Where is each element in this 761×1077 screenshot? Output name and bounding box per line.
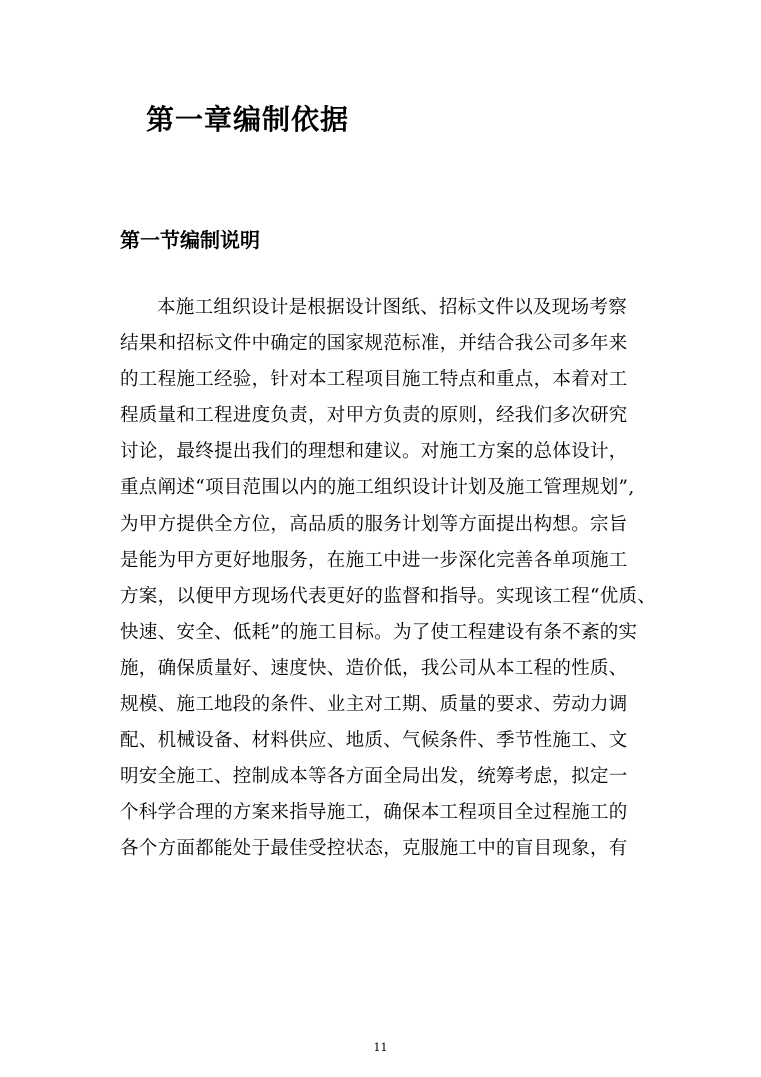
paragraph-line: 快速、安全、低耗”的施工目标。为了使工程建设有条不紊的实 [120,621,638,643]
paragraph-line: 个科学合理的方案来指导施工，确保本工程项目全过程施工的 [120,802,628,824]
paragraph-line: 施，确保质量好、速度快、造价低，我公司从本工程的性质、 [120,657,628,679]
paragraph-line: 为甲方提供全方位，高品质的服务计划等方面提出构想。宗旨 [120,513,628,535]
page-number: 11 [373,1041,388,1054]
chapter-title: 第一章编制依据 [146,103,350,136]
paragraph-line: 的工程施工经验，针对本工程项目施工特点和重点，本着对工 [120,369,628,391]
paragraph-line: 方案，以便甲方现场代表更好的监督和指导。实现该工程“优质、 [120,585,657,607]
paragraph-line: 本施工组织设计是根据设计图纸、招标文件以及现场考察 [157,297,628,318]
paragraph-line: 规模、施工地段的条件、业主对工期、质量的要求、劳动力调 [120,694,628,716]
paragraph-line: 配、机械设备、材料供应、地质、气候条件、季节性施工、文 [120,730,628,752]
paragraph-line: 明安全施工、控制成本等各方面全局出发，统筹考虑，拟定一 [120,766,628,788]
paragraph-line: 讨论，最终提出我们的理想和建议。对施工方案的总体设计， [120,441,628,463]
paragraph-line: 是能为甲方更好地服务，在施工中进一步深化完善各单项施工 [120,549,628,571]
paragraph-line: 各个方面都能处于最佳受控状态，克服施工中的盲目现象，有 [120,838,628,860]
paragraph-line: 程质量和工程进度负责，对甲方负责的原则，经我们多次研究 [120,405,628,427]
section-title: 第一节编制说明 [120,228,260,252]
body-paragraph [120,290,657,868]
paragraph-line: 重点阐述“项目范围以内的施工组织设计计划及施工管理规划”, [120,477,635,499]
paragraph-line: 结果和招标文件中确定的国家规范标准，并结合我公司多年来 [120,333,628,355]
